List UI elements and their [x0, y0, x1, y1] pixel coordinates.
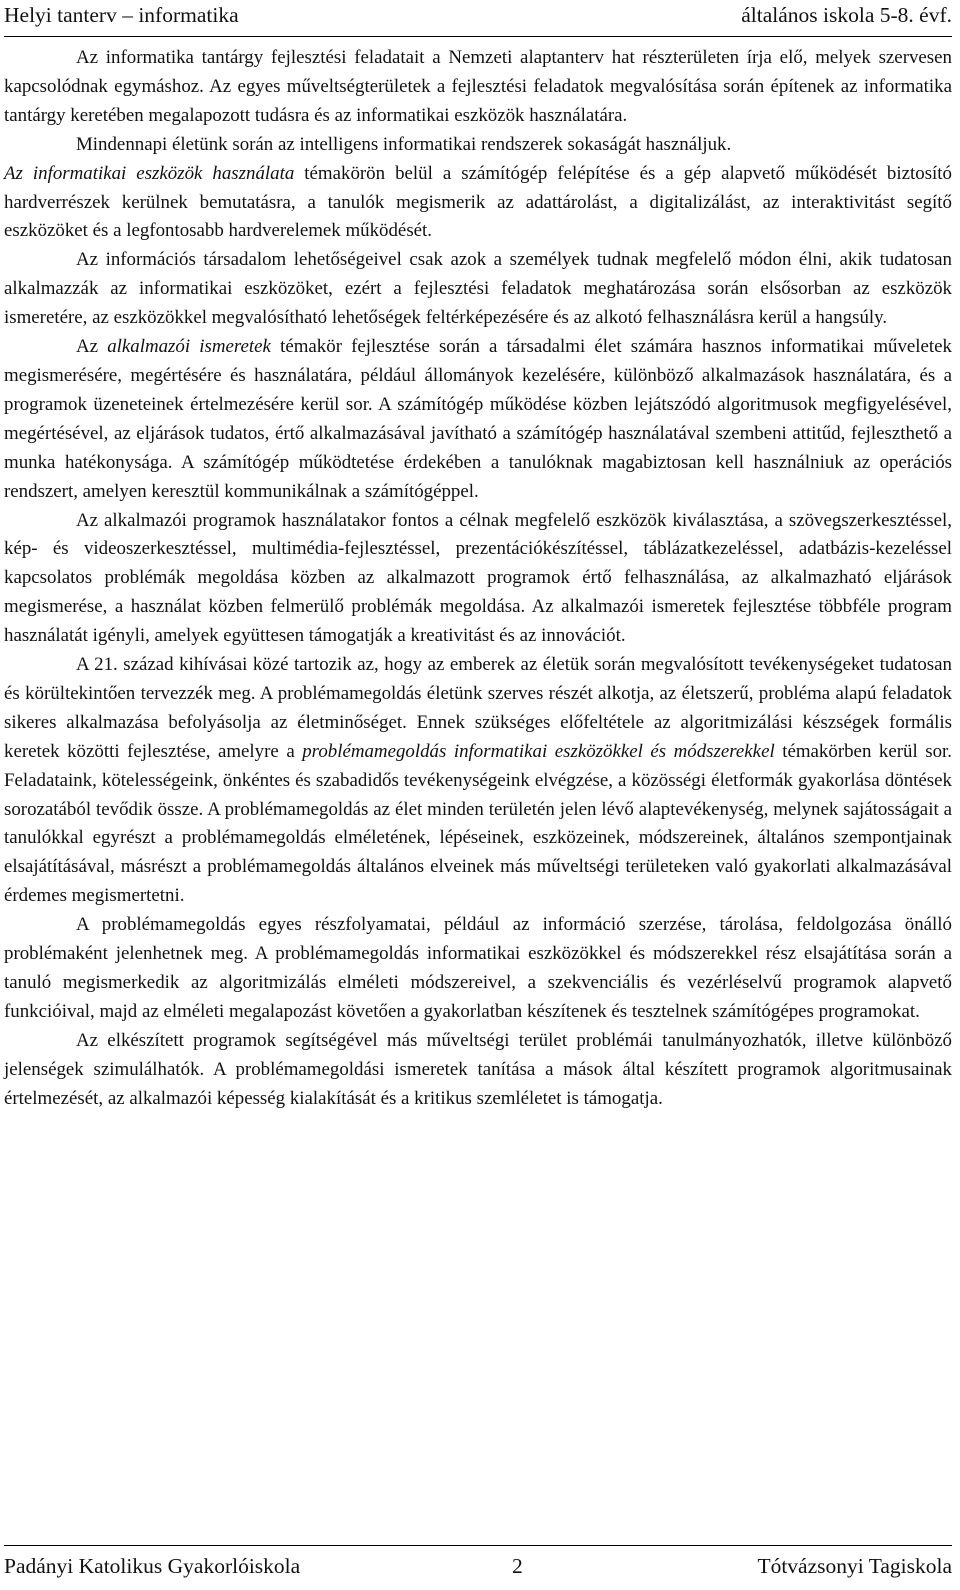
document-body — [4, 44, 952, 1114]
paragraph-application-programs-text: Az alkalmazói programok használatakor fontos a célnak megfelelő eszközök kiválasztása, a szövegszerkesztéssel, kép- és videoszerkesztéssel, multimédia-fejlesztéssel, prezentációkészítéssel, táblázatkezeléssel, adatbázis-kezeléssel kapcsolatos problémák megoldása közben az alkalmazott programok értő felhasználása, az alkalmazható eljárások megismerése, a használat közben felmerülő problémák megoldása. Az alkalmazói ismeretek fejlesztése többféle program használatát igényli, amelyek együttesen támogatják a kreativitást és az innovációt. — [4, 509, 952, 647]
paragraph-simulations-text: Az elkészített programok segítségével más műveltségi terület problémái tanulmányozhatók, illetve különböző jelenségek szimulálhatók. A problémamegoldási ismeretek tanítása a mások által készített programok algoritmusainak értelmezését, az alkalmazói képesség kialakítását és a kritikus szemléletet is támogatja. — [4, 1029, 952, 1109]
paragraph-devices-text: témakörön belül a számítógép felépítése és a gép alapvető működését biztosító hardverrészek kerülnek bemutatásra, a tanulók megismerik az adattárolást, a digitalizálást, az interaktivitást segítő eszközöket és a legfontosabb hardverelemek működését. — [4, 162, 952, 242]
header-left-title: Helyi tanterv – informatika — [4, 3, 239, 27]
topic-emphasis-application: alkalmazói ismeretek — [107, 336, 271, 358]
paragraph-application-text: témakör fejlesztése során a társadalmi élet számára hasznos informatikai műveletek megismerésére, megértésére és használatára, például állományok kezelésére, különböző alkalmazások használatára, és a programok üzeneteinek értelmezésére kerül sor. A számítógép működése közben lejátszódó algoritmusok megfigyelésével, megértésével, az eljárások tudatos, értő alkalmazásával javítható a számítógép használatával szembeni attitűd, fejleszthető a munka hatékonysága. A számítógép működtetése érdekében a tanulóknak magabiztosan kell használniuk az operációs rendszert, amelyen keresztül kommunikálnak a számítógéppel. — [4, 336, 953, 502]
paragraph-intro-text: Az informatika tantárgy fejlesztési feladatait a Nemzeti alaptanterv hat részterületen írja elő, melyek szervesen kapcsolódnak egymáshoz. Az egyes műveltségterületek a fejlesztési feladatok megvalósítása során építenek az informatika tantárgy keretében megalapozott tudásra és az informatikai eszközök használatára. — [4, 47, 952, 126]
paragraph-application-programs — [4, 507, 952, 652]
paragraph-problem-solving — [4, 651, 952, 911]
paragraph-subprocesses-text: A problémamegoldás egyes részfolyamatai, például az információ szerzése, tárolása, feldolgozása önálló problémaként jelenhetnek meg. A problémamegoldás informatikai eszközökkel és módszerekkel rész elsajátítása során a tanuló megismerkedik az algoritmizálás elméleti módszereivel, a szekvenciális és vezérléselvű programok alapvető funkcióival, majd az elméleti megalapozást követően a gyakorlatban készítenek és tesztelnek számítógépes programokat. — [4, 914, 952, 1022]
footer-branch-name: Tótvázsonyi Tagiskola — [757, 1554, 952, 1578]
paragraph-problem-solving-text: témakörben kerül sor. Feladataink, kötelességeink, önkéntes és szabadidős tevékenységeink elvégzése, a közösségi életformák gyakorlása döntések sorozatából tevődik össze. A problémamegoldás az élet minden területén jelen lévő alaptevékenység, melynek sajátosságait a tanulókkal egyrészt a problémamegoldás elméletének, lépéseinek, eszközeinek, módszereinek, általános szempontjainak elsajátításával, másrészt a problémamegoldás általános elveinek más műveltségi területeken való gyakorlati alkalmazásával érdemes megismertetni. — [4, 740, 952, 907]
page-footer — [4, 1545, 952, 1590]
paragraph-devices — [4, 160, 952, 247]
paragraph-intro — [4, 44, 952, 131]
paragraph-everyday-text: Mindennapi életünk során az intelligens informatikai rendszerek sokaságát használjuk. — [76, 133, 732, 155]
paragraph-information-society — [4, 246, 952, 333]
page-number: 2 — [512, 1554, 523, 1578]
paragraph-simulations — [4, 1027, 952, 1114]
topic-emphasis-problem-solving: problémamegoldás informatikai eszközökkel és módszerekkel — [302, 740, 775, 762]
header-right-title: általános iskola 5-8. évf. — [741, 3, 952, 27]
footer-school-name: Padányi Katolikus Gyakorlóiskola — [4, 1554, 301, 1578]
paragraph-subprocesses — [4, 911, 952, 1027]
paragraph-application-knowledge — [4, 333, 952, 506]
paragraph-application-pre: Az — [76, 336, 108, 358]
paragraph-everyday — [4, 131, 952, 160]
topic-emphasis-devices: Az informatikai eszközök használata — [4, 162, 295, 184]
paragraph-problem-solving-pre: A 21. század kihívásai közé tartozik az, hogy az emberek az életük során megvalósított tevékenységeket tudatosan és körültekintően tervezzék meg. A problémamegoldás életünk szerves részét alkotja, az életszerű, probléma alapú feladatok sikeres alkalmazása befolyásolja az életminőséget. Ennek szükséges előfeltétele az algoritmizálási készségek formális keretek közötti fejlesztése, amelyre a — [4, 654, 952, 762]
paragraph-information-society-text: Az információs társadalom lehetőségeivel csak azok a személyek tudnak megfelelő módon élni, akik tudatosan alkalmazzák az informatikai eszközöket, ezért a fejlesztési feladatok meghatározása során elsősorban az eszközök ismeretére, az eszközökkel megvalósítható lehetőségek feltérképezésére és az alkotó felhasználásra kerül a hangsúly. — [4, 249, 952, 329]
page-header — [4, 0, 952, 37]
